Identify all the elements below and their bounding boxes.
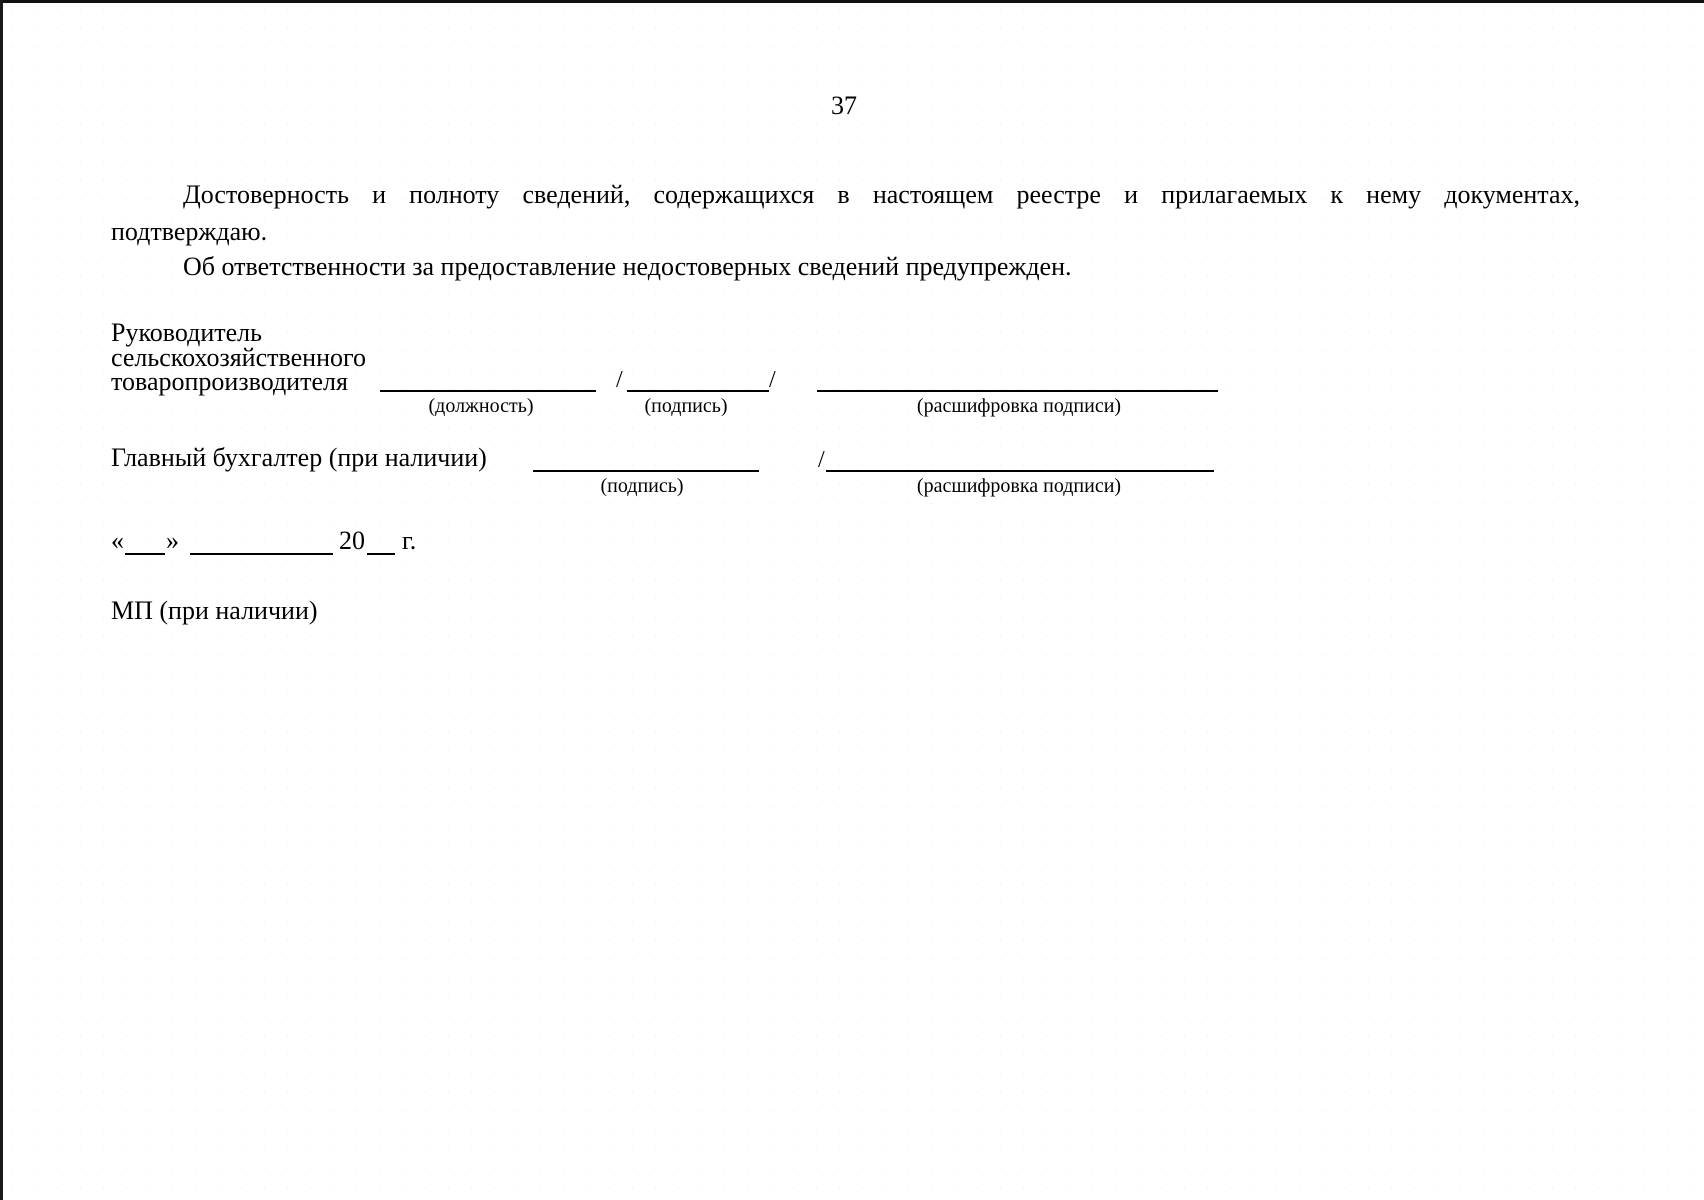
chief-accountant-slash: / bbox=[818, 447, 825, 473]
head-position-field[interactable] bbox=[380, 390, 596, 392]
page-number: 37 bbox=[831, 91, 857, 120]
head-position-caption: (должность) bbox=[428, 395, 534, 417]
scan-border-left bbox=[0, 0, 3, 1200]
head-decoding-caption: (расшифровка подписи) bbox=[916, 395, 1122, 417]
date-close-quote: » bbox=[166, 526, 179, 555]
chief-accountant-signature-caption: (подпись) bbox=[600, 475, 684, 497]
head-signature-field[interactable] bbox=[627, 390, 769, 392]
head-signature-caption: (подпись) bbox=[644, 395, 728, 417]
head-label-line2: сельскохозяйственного bbox=[111, 343, 366, 372]
date-year-prefix: 20 bbox=[339, 526, 365, 555]
head-signature-slash-open: / bbox=[616, 367, 623, 393]
date-year-label: г. bbox=[402, 526, 417, 555]
date-year-field[interactable] bbox=[367, 553, 395, 555]
stamp-label: МП (при наличии) bbox=[111, 596, 318, 625]
paragraph-certification-line2: подтверждаю. bbox=[111, 217, 268, 246]
head-signature-slash-close: / bbox=[769, 367, 776, 393]
date-day-field[interactable] bbox=[125, 553, 165, 555]
date-open-quote: « bbox=[111, 526, 124, 555]
chief-accountant-label: Главный бухгалтер (при наличии) bbox=[111, 443, 487, 472]
paragraph-certification-line1: Достоверность и полноту сведений, содержащихся в настоящем реестре и прилагаемых к нему документах, bbox=[183, 180, 1580, 209]
date-month-field[interactable] bbox=[190, 553, 333, 555]
scan-border-top bbox=[0, 0, 1704, 3]
chief-accountant-decoding-field[interactable] bbox=[826, 470, 1214, 472]
head-decoding-field[interactable] bbox=[817, 390, 1218, 392]
paragraph-liability-warning: Об ответственности за предоставление недостоверных сведений предупрежден. bbox=[183, 252, 1072, 281]
chief-accountant-decoding-caption: (расшифровка подписи) bbox=[916, 475, 1122, 497]
head-label-line1: Руководитель bbox=[111, 318, 262, 347]
head-label-line3: товаропроизводителя bbox=[111, 367, 348, 396]
chief-accountant-signature-field[interactable] bbox=[533, 470, 759, 472]
